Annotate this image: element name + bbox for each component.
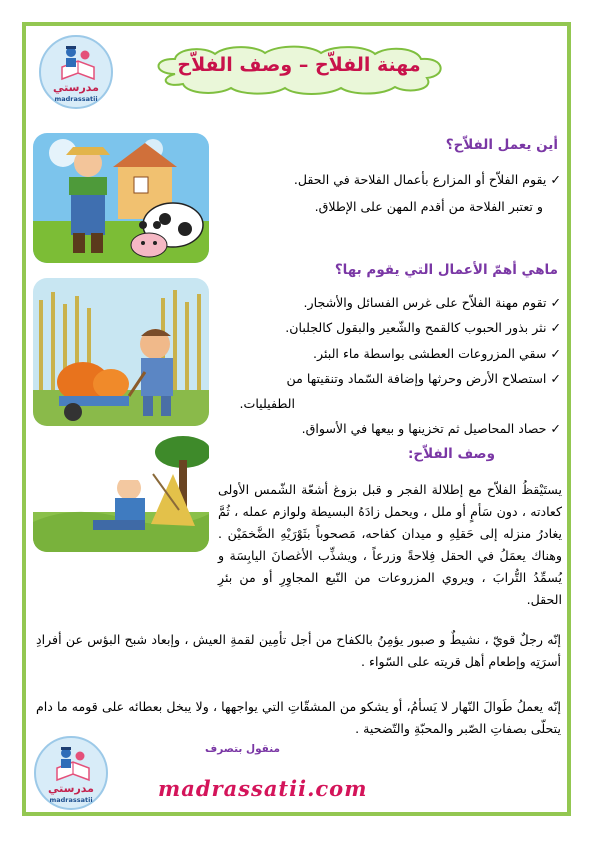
madrassatii-logo: [39, 35, 113, 109]
logo-arabic-text: مدرستي: [48, 782, 94, 795]
kids-reading-icon: [53, 746, 93, 782]
site-url: madrassatii.com: [158, 776, 368, 801]
task-item: ✓ حصاد المحاصيل ثم تخزينها و بيعها في الأسواق.: [301, 421, 561, 436]
section-heading-tasks: ماهي أهمّ الأعمال التي يقوم بها؟: [334, 262, 558, 278]
logo-arabic-text: مدرستي: [53, 81, 99, 94]
description-paragraph-3: إنّه يعملُ طَوالَ النّهار لا يَسأمُ، أو يشكو من المشقّاتِ التي يواجهها ، ولا يبخل بعطائه على قومه ما دام يتحلّى بصفاتِ الصّبر والمحبّةِ والتّضحية .: [36, 699, 561, 736]
farmer-pumpkin-illustration: [33, 278, 209, 426]
madrassatii-logo: [34, 736, 108, 810]
farmer-resting-illustration: [33, 434, 209, 552]
page-title: مهنة الفلاّح – وصف الفلاّح: [177, 54, 421, 76]
farmer-with-cow-illustration: [33, 133, 209, 263]
section1-line-2: و تعتبر الفلاحة من أقدم المهن على الإطلاق.: [314, 199, 543, 214]
task-item: ✓ سقي المزروعات العطشى بواسطة ماء البئر.: [313, 346, 561, 361]
logo-latin-text: madrassatii: [54, 95, 98, 103]
task-item: ✓ استصلاح الأرض وحرثها وإضافة السّماد وتنقيتها من: [286, 371, 561, 386]
title-banner: [145, 44, 453, 96]
kids-reading-icon: [58, 45, 98, 81]
section1-line-1: ✓ يقوم الفلاّح أو المزارع بأعمال الفلاحة في الحقل.: [293, 172, 561, 187]
section-heading-description: وصف الفلاّح:: [407, 446, 495, 462]
task-item: ✓ نثر بذور الحبوب كالقمح والشّعير والبقول كالجلبان.: [285, 320, 561, 335]
logo-latin-text: madrassatii: [49, 796, 93, 804]
description-paragraph-2: إنّه رجلٌ قويّ ، نشيطٌ و صبور يؤمِنُ بالكفاح من أجل تأمِين لقمةِ العيش ، وإبعاد شبح البؤس عن أفرادِ أسرَتِه وإطعام أهل قريته على السّواء .: [36, 632, 561, 669]
description-paragraph-1: يستَيْقظُ الفلاّح مع إطلالة الفجر و قبل بزوغ أشعّة الشّمس الأولى كعادته ، دون سَأمٍ أو ملل ، ويحمل زادَهُ البسيطة ولوازم عمله ، ثُمَّ يغادرُ منزله إلى حَقلِهِ و ميدان كفاحه، مَصحوباً بثَوْرَيْهِ الضَّخمَيْن . وهناك يعمَلُ في الحقل فِلاحةً وزرعاً ، ويشذِّب الأغصانَ اليابِسَة و يُسمِّدُ التُّرابَ ، ويروي المزروعات من النّبع المجاوِرِ أو من بئرِ الحقل.: [218, 482, 562, 607]
task-item: ✓ تقوم مهنة الفلاّح على غرس الفسائل والأشجار.: [303, 295, 561, 310]
section-heading-where: أين يعمل الفلاّح؟: [445, 137, 558, 153]
task-item-continuation: الطفيليات.: [239, 396, 295, 411]
source-credit: منقول بتصرف: [205, 743, 280, 755]
